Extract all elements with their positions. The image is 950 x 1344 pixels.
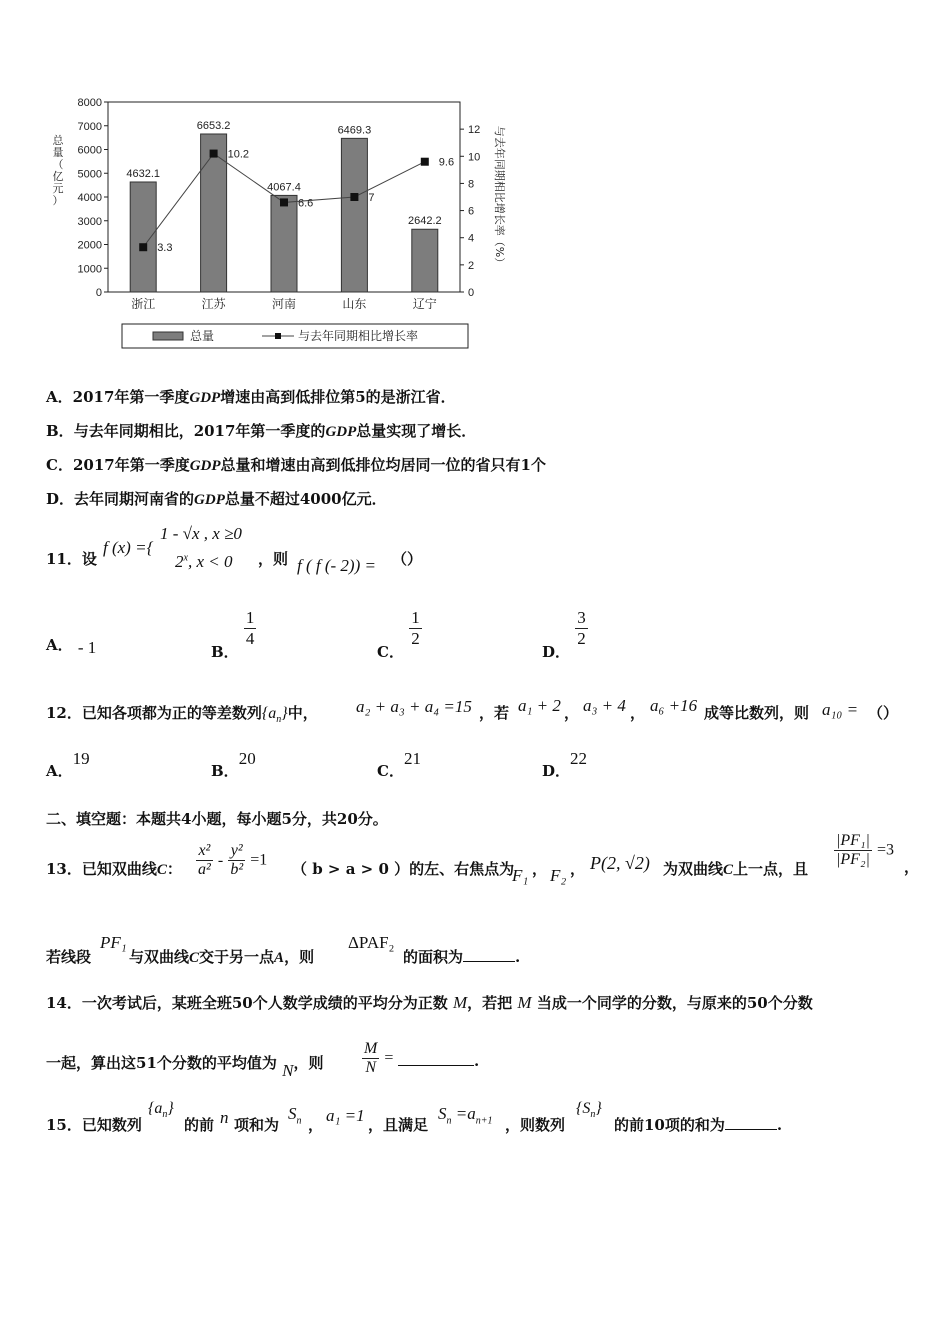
curve-c: C: [156, 862, 167, 878]
left-tick-label: 3000: [77, 215, 102, 228]
left-axis-title-char: 亿: [52, 170, 64, 183]
case2-exp: x: [183, 552, 188, 564]
q15-t1: 的前: [184, 1116, 215, 1134]
option-text: 总量实现了增长．: [356, 422, 477, 440]
q13-text: 为双曲线: [663, 860, 724, 878]
category-label: 河南: [271, 297, 297, 311]
numerator: 1: [245, 608, 255, 627]
answer-blank[interactable]: [725, 1129, 777, 1130]
q15-an: $\{a_n\}$: [148, 1100, 174, 1121]
q15-sn: $S_n$: [288, 1104, 302, 1127]
q15-seq-s: $\{S_n\}$: [576, 1100, 602, 1121]
option-letter: C．: [46, 456, 73, 474]
q14-text: 当成一个同学的分数，与原来的50个分数: [536, 994, 813, 1012]
option-value: 19: [72, 749, 90, 768]
bar-value-label: 6469.3: [337, 124, 372, 137]
q13-line2: 若线段: [46, 948, 92, 966]
option-letter: A．: [46, 636, 73, 654]
growth-value-label: 6.6: [298, 197, 314, 210]
q11-option-a: [46, 634, 96, 655]
q13-condition: （ b > a > 0 ）的左、右焦点为: [292, 860, 515, 878]
category-label: 江苏: [201, 297, 226, 311]
q14-blank[interactable]: .: [398, 1052, 479, 1070]
growth-value-label: 10.2: [227, 148, 250, 161]
q13-line2-b: [129, 946, 314, 967]
right-tick-label: 0: [468, 287, 475, 299]
q12-option-b: [211, 749, 256, 781]
q11-option-c: [377, 608, 422, 661]
bar: [341, 138, 367, 292]
category-labels: [131, 296, 437, 311]
option-letter: A．: [46, 388, 73, 406]
q12-term-2: a₃ + 4: [583, 696, 626, 715]
option-fraction: [409, 608, 422, 649]
left-tick-label: 5000: [77, 168, 102, 181]
q15-comma: ，: [308, 1116, 324, 1134]
option-text: 总量不超过4000亿元．: [224, 490, 387, 508]
growth-value-label: 9.6: [438, 156, 455, 169]
curve-c: C: [723, 862, 734, 878]
q11-function: f (x) ={: [103, 538, 154, 557]
option-fraction: [575, 608, 588, 649]
left-tick-label: 8000: [77, 97, 102, 109]
right-tick-label: 10: [468, 151, 481, 164]
q15-a1: a₁ =1: [326, 1106, 365, 1125]
left-tick-label: 0: [95, 287, 102, 299]
q10-option-b: [46, 420, 476, 441]
q13-end-comma: ，: [904, 858, 920, 876]
answer-blank[interactable]: [463, 961, 515, 962]
q13-ratio: [834, 832, 894, 869]
gdp-term: GDP: [189, 390, 221, 406]
q15-t2: 项和为: [234, 1116, 280, 1134]
bar-value-label: 2642.2: [407, 215, 442, 228]
q12-answer-paren: （）: [868, 704, 899, 722]
q12-label: 12．已知各项都为正的等差数列: [46, 704, 262, 722]
growth-value-label: 7: [368, 192, 375, 204]
q13-text: 13．已知双曲线: [46, 860, 157, 878]
option-text: 2017年第一季度: [72, 388, 190, 406]
var-n: N: [282, 1061, 294, 1080]
case2-rest: , x < 0: [187, 552, 233, 571]
option-value: 22: [570, 749, 588, 768]
q12-geo: 成等比数列，则: [704, 704, 810, 722]
ratio-fraction: [834, 832, 872, 869]
right-axis-title: 与去年同期相比增长率（%）: [493, 125, 506, 269]
legend-bar-swatch: [153, 332, 183, 340]
bar: [271, 195, 297, 292]
q14-fraction: [362, 1040, 393, 1077]
q10-option-c: [46, 454, 546, 475]
growth-marker: [210, 150, 218, 158]
q12-line: [46, 702, 318, 725]
section-heading: 二、填空题：本题共4小题，每小题5分，共20分。: [46, 810, 388, 828]
equals: =: [384, 1049, 394, 1067]
denominator: 2: [577, 629, 586, 648]
numerator: 3: [577, 608, 586, 627]
denominator: N: [365, 1059, 376, 1076]
q13-mid: [663, 858, 808, 879]
numerator: 1: [411, 608, 420, 627]
numerator: x²: [196, 842, 213, 861]
option-text: 增速由高到低排位第5的是浙江省．: [220, 388, 456, 406]
option-value: - 1: [77, 638, 97, 657]
q13-label: [46, 858, 182, 879]
q13-f2: F₂: [550, 866, 567, 885]
growth-value-label: 3.3: [157, 242, 173, 255]
q14-text: ，若把: [467, 994, 513, 1012]
q13-f1: F₁: [512, 866, 529, 885]
growth-marker: [280, 198, 288, 206]
option-letter: A．: [46, 762, 73, 780]
q14-text: ，则: [293, 1054, 324, 1072]
left-axis-title-char: （: [52, 158, 64, 171]
point-a: A: [274, 950, 285, 966]
numerator: y²: [228, 842, 245, 861]
q13-text: 交于另一点: [199, 948, 275, 966]
q11-expression: f ( f (- 2)) =: [297, 556, 376, 575]
q13-line2-e: 的面积为 .: [403, 948, 521, 966]
q12-comma-2: ，: [630, 704, 646, 722]
y-fraction: [228, 842, 245, 879]
bar: [412, 229, 438, 292]
q12-a10: a₁₀ =: [822, 700, 859, 719]
left-axis-title-char: 元: [52, 182, 64, 195]
q11-case-1: 1 - √x , x ≥0: [160, 524, 242, 543]
growth-marker: [139, 243, 147, 251]
q15-text: 的前10项的和为: [614, 1116, 725, 1134]
left-tick-label: 7000: [77, 120, 102, 133]
bar-value-label: 4067.4: [267, 181, 301, 194]
left-tick-label: 6000: [77, 144, 102, 157]
x-fraction: [196, 842, 213, 879]
case2-base: 2: [175, 552, 184, 571]
q15-relation: $S_n =a_{n+1}$: [438, 1104, 493, 1127]
option-letter: C．: [377, 762, 404, 780]
q15-t5: 的前10项的和为 .: [614, 1116, 783, 1134]
denominator: 4: [245, 629, 255, 648]
left-tick-label: 1000: [77, 263, 102, 276]
q12-text: 中，: [287, 704, 318, 722]
gdp-term: GDP: [325, 424, 357, 440]
left-axis-ticks: [78, 97, 108, 299]
legend-bar-label: 总量: [190, 329, 215, 343]
q12-condition: a₂ + a₃ + a₄ =15: [356, 697, 472, 716]
legend: [122, 324, 468, 348]
q11-then: ，则: [258, 550, 289, 568]
option-fraction: [244, 608, 257, 649]
var-m: M: [517, 993, 532, 1012]
gdp-term: GDP: [194, 492, 225, 508]
q13-triangle: ΔPAF₂: [348, 933, 395, 952]
eq-rest: =1: [250, 851, 268, 869]
q14-text: 14．一次考试后，某班全班50个人数学成绩的平均分为正数: [46, 994, 448, 1012]
right-tick-label: 12: [468, 124, 481, 137]
option-letter: C．: [377, 642, 404, 661]
q15-label: 15．已知数列: [46, 1116, 142, 1134]
q14-text: 一起，算出这51个分数的平均值为: [46, 1054, 277, 1072]
q10-option-d: [46, 488, 387, 509]
q13-text: 与双曲线: [129, 948, 190, 966]
q13-text: ：: [166, 860, 182, 878]
q11-label: 11．设: [46, 550, 97, 568]
category-label: 浙江: [131, 297, 156, 311]
q14-line2: [46, 1052, 324, 1080]
q12-option-d: [542, 749, 588, 781]
denominator: b²: [230, 861, 244, 878]
legend-line-label: 与去年同期相比增长率: [298, 329, 419, 343]
q11-option-b: [211, 608, 256, 661]
legend-line-marker: [275, 333, 281, 339]
left-axis-title-char: 总: [52, 134, 64, 147]
curve-c: C: [189, 950, 200, 966]
q13-text: 的面积为: [403, 948, 464, 966]
bar: [201, 134, 227, 292]
denominator: a²: [198, 861, 211, 878]
q12-option-c: [377, 749, 421, 781]
q12-ruo: ，若: [479, 704, 510, 722]
bar-value-label: 6653.2: [196, 119, 231, 132]
option-text: 与去年同期相比，2017年第一季度的: [73, 422, 326, 440]
growth-marker: [350, 193, 358, 201]
bar: [130, 182, 156, 292]
q13-text: ，则: [284, 948, 315, 966]
q15-t3: ，且满足: [368, 1116, 429, 1134]
category-label: 辽宁: [412, 297, 437, 311]
q11-option-d: [542, 608, 588, 661]
option-value: 20: [238, 749, 256, 768]
seq-an: $\{a_n\}$: [261, 705, 288, 726]
left-tick-label: 2000: [77, 239, 102, 252]
q14-line1: [46, 992, 813, 1013]
denominator: 2: [411, 629, 420, 648]
right-tick-label: 2: [468, 259, 475, 272]
var-m: M: [453, 993, 468, 1012]
option-text: 总量和增速由高到低排位均居同一位的省只有1个: [220, 456, 546, 474]
left-axis-title-char: ）: [52, 194, 64, 207]
option-text: 2017年第一季度: [72, 456, 190, 474]
option-letter: D．: [46, 490, 75, 508]
right-tick-label: 8: [468, 178, 475, 191]
q12-comma-1: ，: [564, 704, 580, 722]
denominator: |PF₂|: [836, 851, 870, 868]
numerator: M: [364, 1040, 378, 1057]
numerator: |PF₁|: [836, 832, 870, 849]
option-letter: D．: [542, 642, 571, 661]
option-value: 21: [403, 749, 421, 768]
q10-option-a: [46, 386, 456, 407]
option-letter: D．: [542, 762, 571, 780]
option-letter: B．: [211, 762, 239, 780]
m-over-n: [362, 1040, 379, 1077]
right-tick-label: 4: [468, 232, 475, 245]
right-axis-ticks: [460, 124, 480, 299]
q15-n: n: [220, 1108, 229, 1127]
left-axis-title-char: 量: [52, 146, 64, 159]
category-label: 山东: [342, 297, 367, 311]
bar-value-label: 4632.1: [126, 167, 161, 180]
q13-equation: $\frac{\text{x²}}{\text{a²}}$ - $\frac{\text{y²}}{\text{b²}}$ =1: [198, 842, 268, 878]
q12-term-1: a₁ + 2: [518, 696, 561, 715]
ratio-value: =3: [877, 841, 895, 859]
growth-marker: [421, 158, 429, 166]
q13-pf1: PF₁: [100, 933, 127, 952]
right-tick-label: 6: [468, 205, 475, 218]
q13-comma: ，: [532, 860, 548, 878]
option-letter: B．: [46, 422, 74, 440]
option-letter: B．: [211, 642, 239, 661]
q13-text: 上一点，且: [733, 860, 809, 878]
q12-option-a: [46, 749, 90, 781]
q13-comma2: ，: [570, 860, 586, 878]
gdp-term: GDP: [189, 458, 221, 474]
q11-answer-paren: （）: [392, 550, 423, 568]
answer-blank[interactable]: [398, 1065, 474, 1066]
q13-point-p: P(2, √2): [590, 853, 650, 873]
q12-term-3: a₆ +16: [650, 696, 698, 715]
q11-case-2: [175, 552, 232, 572]
option-text: 去年同期河南省的: [74, 490, 195, 508]
left-tick-label: 4000: [77, 192, 102, 204]
gdp-chart: [40, 92, 510, 352]
q15-t4: ，则数列: [505, 1116, 566, 1134]
